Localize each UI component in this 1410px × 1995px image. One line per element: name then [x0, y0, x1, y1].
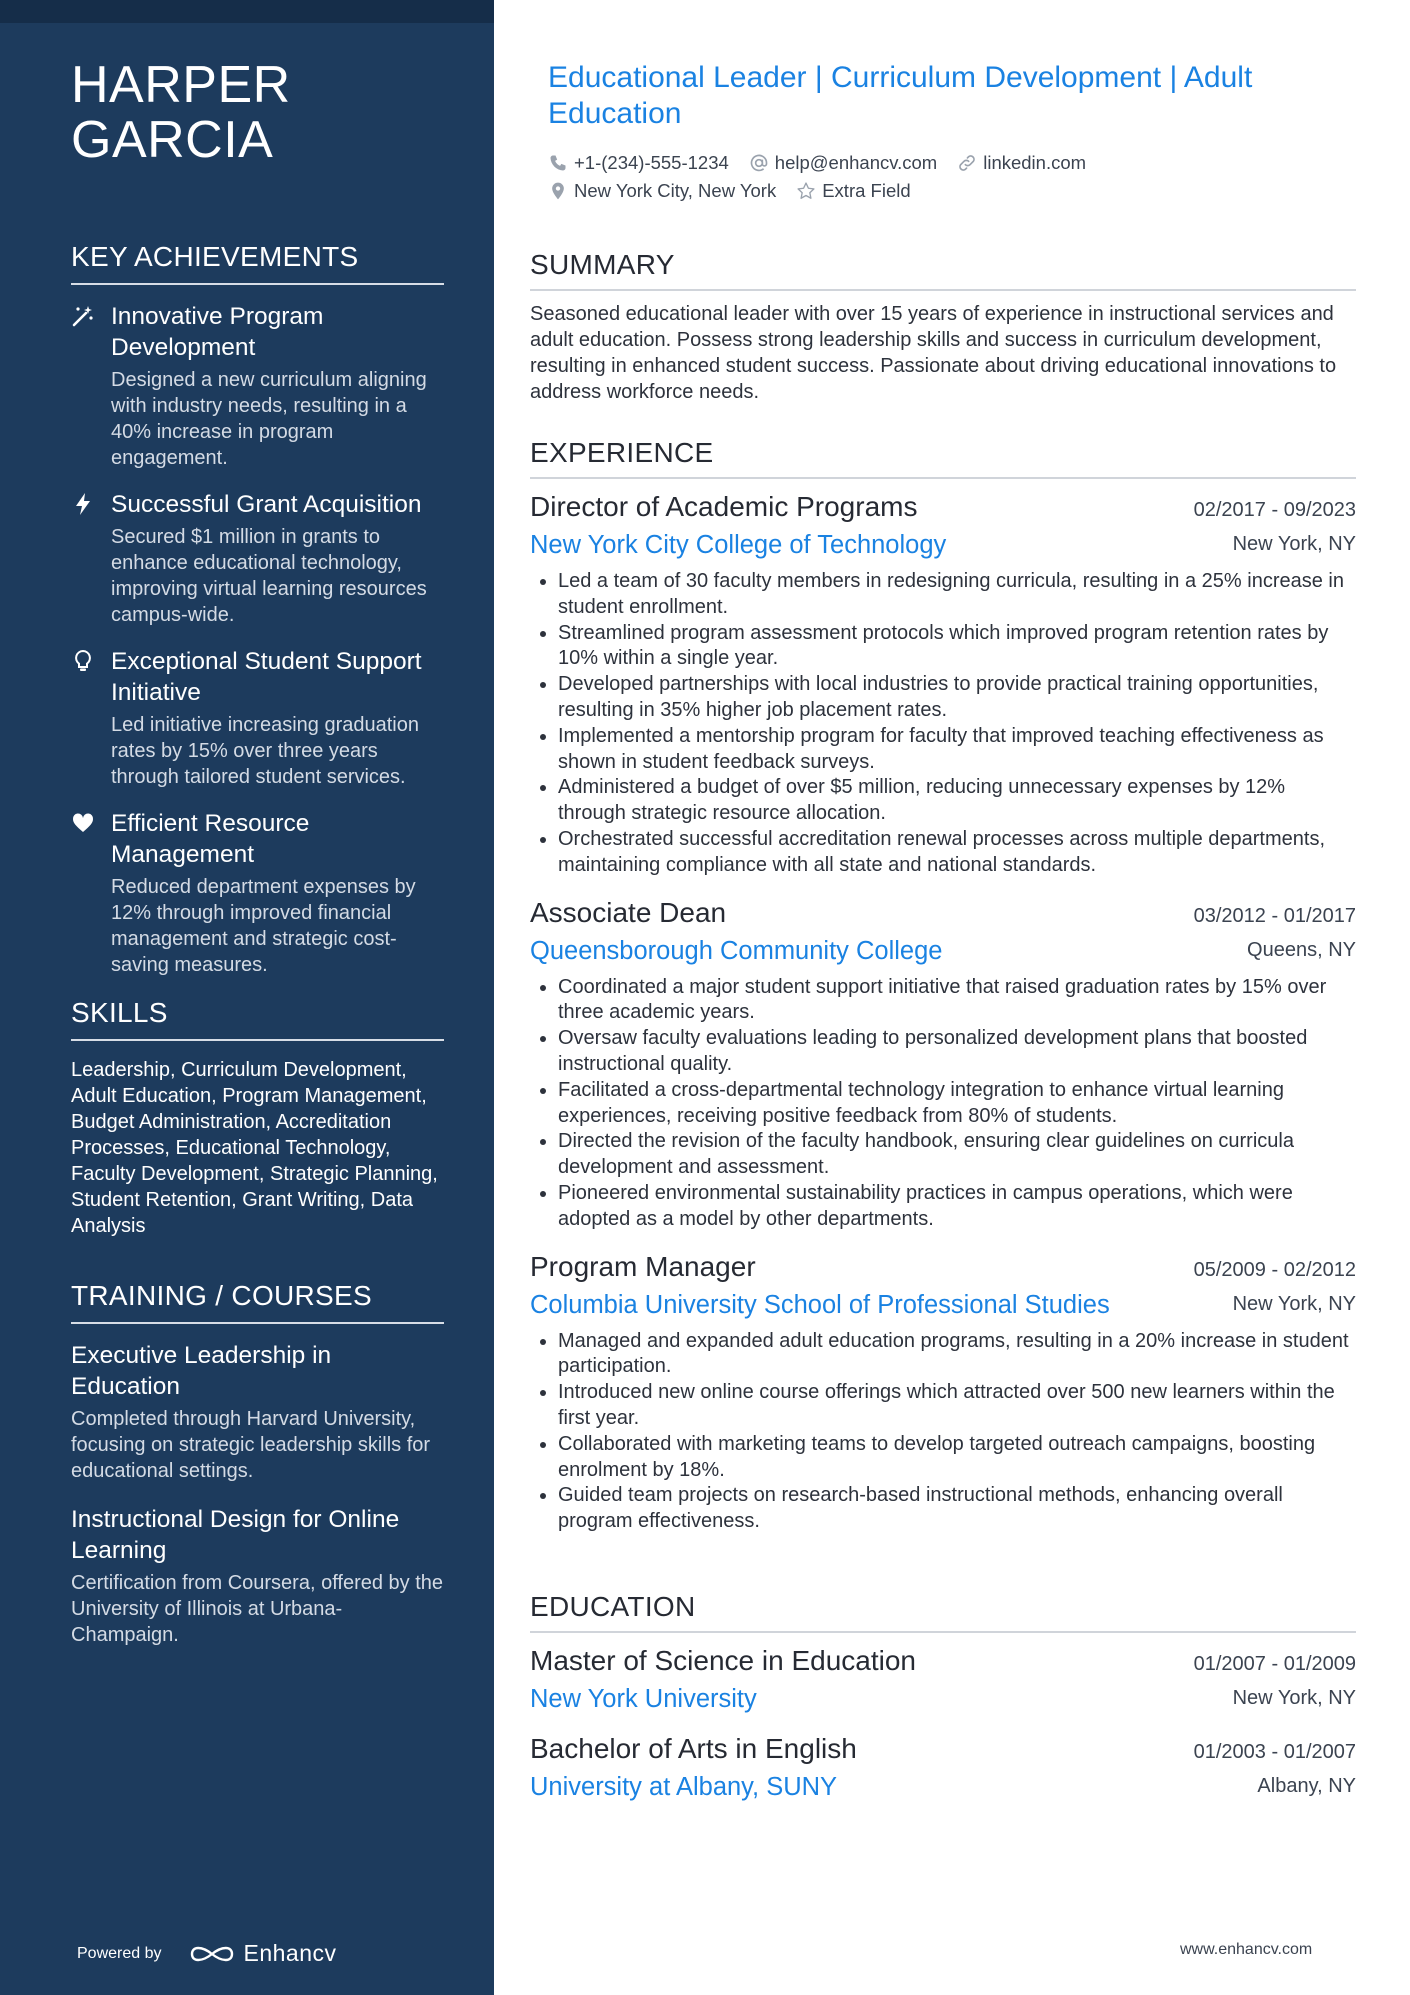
achievement-item — [71, 808, 444, 978]
list-item: • Managed and expanded adult education programs, resulting in a 20% increase in student participation. — [558, 1329, 1356, 1381]
sidebar-top-bar — [0, 0, 494, 23]
achievement-description: Designed a new curriculum aligning with industry needs, resulting in a 40% increase in program engagement. — [111, 369, 427, 469]
list-item: • Developed partnerships with local industries to provide practical training opportunities, resulting in 35% higher job placement rates. — [558, 672, 1356, 724]
course-item — [71, 1340, 444, 1484]
achievements-title: KEY ACHIEVEMENTS — [71, 241, 359, 272]
at-sign-icon — [749, 153, 769, 173]
job-organization: Queensborough Community College — [530, 936, 943, 965]
list-item: • Facilitated a cross-departmental technology integration to enhance virtual learning experiences, receiving positive feedback from 80% of students. — [558, 1078, 1356, 1130]
achievement-description: Led initiative increasing graduation rates by 15% over three years through tailored student services. — [111, 714, 419, 788]
achievement-item — [71, 646, 444, 790]
phone-icon — [548, 153, 568, 173]
lightbulb-icon — [71, 646, 111, 790]
experience-title: EXPERIENCE — [530, 437, 714, 468]
achievement-title: Successful Grant Acquisition — [111, 491, 422, 518]
course-title: Executive Leadership in Education — [71, 1342, 332, 1400]
education-entry — [530, 1731, 1356, 1803]
education-dates: 01/2007 - 01/2009 — [1193, 1653, 1356, 1675]
achievement-title: Exceptional Student Support Initiative — [111, 648, 422, 706]
course-description: Certification from Coursera, offered by the University of Illinois at Urbana-Champaign. — [71, 1572, 444, 1646]
sidebar-content — [71, 58, 444, 1668]
job-dates: 05/2009 - 02/2012 — [1193, 1258, 1356, 1281]
job-location: New York, NY — [1232, 533, 1356, 555]
job-dates: 02/2017 - 09/2023 — [1193, 499, 1356, 521]
achievement-title: Efficient Resource Management — [111, 810, 310, 868]
summary-title: SUMMARY — [530, 249, 675, 280]
achievement-item — [71, 489, 444, 628]
contact-link[interactable]: linkedin.com — [957, 152, 1086, 174]
first-name: HARPER — [71, 56, 291, 114]
job-entry — [530, 489, 1356, 879]
list-item: • Introduced new online course offerings which attracted over 500 new learners within the first year. — [558, 1380, 1356, 1432]
list-item: • Directed the revision of the faculty handbook, ensuring clear guidelines on curricula development and assessment. — [558, 1129, 1356, 1181]
job-organization: New York City College of Technology — [530, 531, 947, 559]
job-bullets — [530, 569, 1356, 879]
job-entry — [530, 895, 1356, 1233]
skills-title: SKILLS — [71, 997, 168, 1028]
powered-by-label: Powered by — [77, 1944, 162, 1962]
magic-wand-icon — [71, 301, 111, 471]
list-item: • Orchestrated successful accreditation renewal processes across multiple departments, maintaining compliance with all state and national standards. — [558, 827, 1356, 879]
list-item: • Coordinated a major student support initiative that raised graduation rates by 15% over three academic years. — [558, 975, 1356, 1027]
job-bullets — [530, 975, 1356, 1233]
brand-name: Enhancv — [243, 1940, 337, 1966]
contact-phone[interactable]: +1-(234)-555-1234 — [548, 152, 729, 174]
summary-text: Seasoned educational leader with over 15 years of experience in instructional services and adult education. Possess strong leadership skills and success in curriculum development, resulting in enhanced student success. Passionate about driving educational innovations to address workforce needs. — [530, 303, 1337, 403]
achievement-description: Secured $1 million in grants to enhance educational technology, improving virtual learning resources campus-wide. — [111, 526, 427, 626]
education-location: Albany, NY — [1257, 1775, 1356, 1797]
contact-extra: Extra Field — [796, 180, 910, 202]
divider — [530, 289, 1356, 291]
skills-list: Leadership, Curriculum Development, Adult Education, Program Management, Budget Administration, Accreditation Processes, Educational Technology, Faculty Development, Strategic Planning, Student Retention, Grant Writing, Data Analysis — [71, 1059, 438, 1237]
achievement-description: Reduced department expenses by 12% through improved financial management and strategic cost-saving measures. — [111, 876, 416, 976]
list-item: • Pioneered environmental sustainability practices in campus operations, which were adopted as a model by other departments. — [558, 1181, 1356, 1233]
sidebar — [0, 0, 494, 1995]
achievement-item — [71, 301, 444, 471]
job-entry — [530, 1249, 1356, 1535]
list-item: • Streamlined program assessment protocols which improved program retention rates by 10% within a single year. — [558, 621, 1356, 673]
location-pin-icon — [548, 181, 568, 201]
list-item: • Led a team of 30 faculty members in redesigning curricula, resulting in a 25% increase in student enrollment. — [558, 569, 1356, 621]
powered-by — [77, 1940, 337, 1967]
list-item: • Collaborated with marketing teams to develop targeted outreach campaigns, boosting enrolment by 18%. — [558, 1432, 1356, 1484]
divider — [71, 1322, 444, 1324]
candidate-name — [71, 58, 444, 168]
summary-section — [530, 248, 1356, 405]
education-location: New York, NY — [1232, 1687, 1356, 1709]
divider — [71, 283, 444, 285]
degree: Master of Science in Education — [530, 1645, 916, 1676]
job-location: Queens, NY — [1247, 938, 1356, 961]
training-title: TRAINING / COURSES — [71, 1280, 372, 1311]
headline: Educational Leader | Curriculum Development | Adult Education — [548, 61, 1253, 130]
list-item: • Administered a budget of over $5 million, reducing unnecessary expenses by 12% through strategic resource allocation. — [558, 775, 1356, 827]
list-item: • Implemented a mentorship program for faculty that improved teaching effectiveness as shown in student feedback surveys. — [558, 724, 1356, 776]
divider — [530, 1631, 1356, 1633]
star-icon — [796, 181, 816, 201]
degree: Bachelor of Arts in English — [530, 1733, 857, 1764]
course-description: Completed through Harvard University, focusing on strategic leadership skills for educational settings. — [71, 1408, 431, 1482]
achievement-title: Innovative Program Development — [111, 303, 324, 361]
job-title: Director of Academic Programs — [530, 491, 918, 522]
school: New York University — [530, 1685, 757, 1713]
course-item — [71, 1504, 444, 1648]
divider — [530, 477, 1356, 479]
brand-logo[interactable] — [188, 1940, 337, 1967]
enhancv-logo-icon — [188, 1941, 236, 1967]
contact-location: New York City, New York — [548, 180, 776, 202]
job-dates: 03/2012 - 01/2017 — [1193, 904, 1356, 927]
job-organization: Columbia University School of Professional Studies — [530, 1290, 1110, 1319]
footer-url[interactable]: www.enhancv.com — [1180, 1941, 1313, 1958]
education-title: EDUCATION — [530, 1591, 696, 1622]
list-item: • Oversaw faculty evaluations leading to personalized development plans that boosted instructional quality. — [558, 1026, 1356, 1078]
heart-icon — [71, 808, 111, 978]
list-item: • Guided team projects on research-based instructional methods, enhancing overall program effectiveness. — [558, 1483, 1356, 1535]
link-icon — [957, 153, 977, 173]
contact-email[interactable]: help@enhancv.com — [749, 152, 937, 174]
job-title: Program Manager — [530, 1250, 756, 1282]
experience-section — [530, 436, 1356, 1551]
course-title: Instructional Design for Online Learning — [71, 1506, 400, 1564]
education-dates: 01/2003 - 01/2007 — [1193, 1741, 1356, 1763]
divider — [71, 1039, 444, 1041]
lightning-bolt-icon — [71, 489, 111, 628]
job-title: Associate Dean — [530, 896, 727, 928]
job-bullets — [530, 1329, 1356, 1535]
contact-info — [548, 150, 1338, 206]
education-entry — [530, 1643, 1356, 1715]
education-section — [530, 1590, 1356, 1819]
last-name: GARCIA — [71, 111, 274, 169]
school: University at Albany, SUNY — [530, 1773, 838, 1801]
job-location: New York, NY — [1232, 1292, 1356, 1315]
